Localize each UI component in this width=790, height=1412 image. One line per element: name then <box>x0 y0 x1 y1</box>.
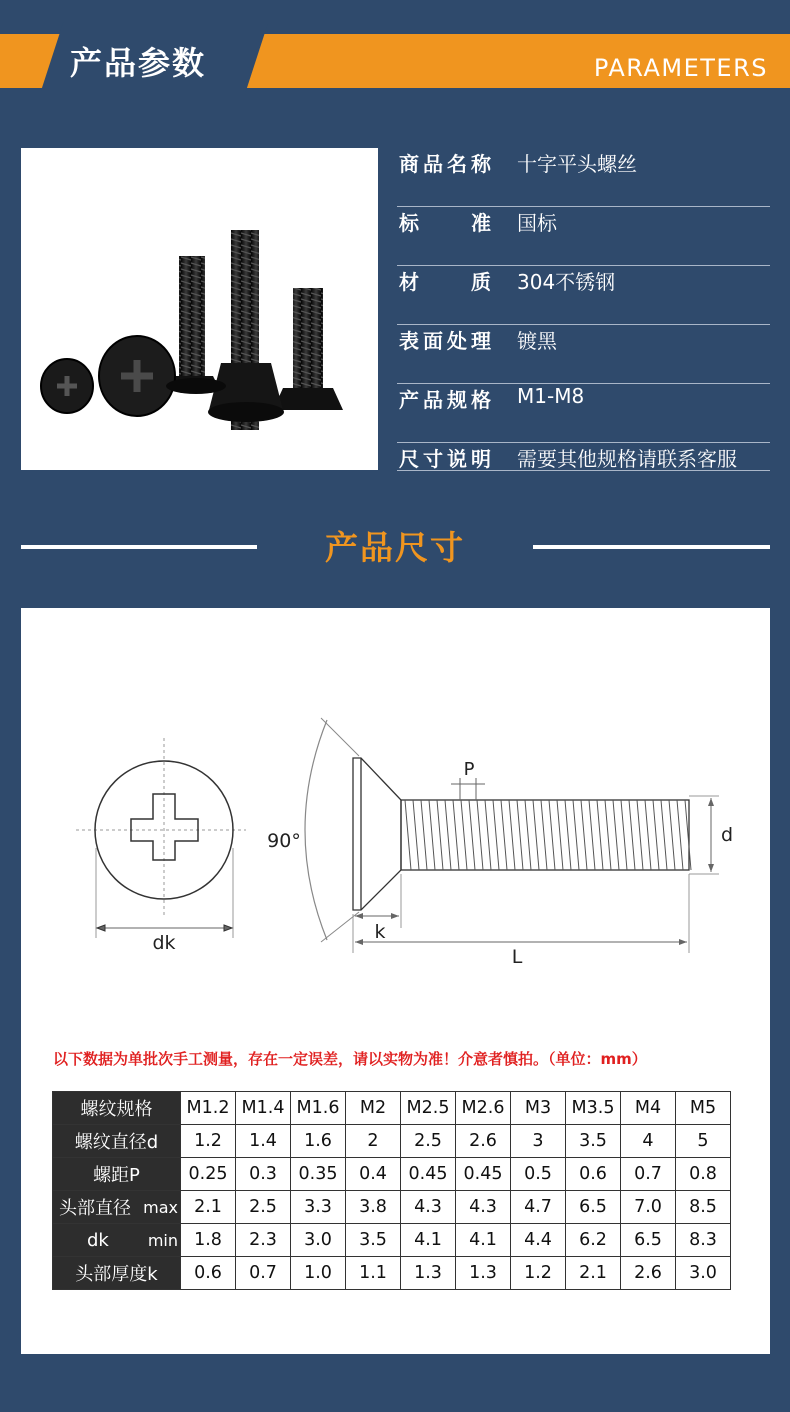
thread-line <box>581 800 587 870</box>
thread-line <box>685 800 691 870</box>
param-value: 304不锈钢 <box>517 270 616 294</box>
angle-arc <box>305 720 327 940</box>
cell: 2 <box>346 1125 401 1158</box>
cell: 4.7 <box>511 1191 566 1224</box>
param-key: 表面处理 <box>399 329 491 353</box>
thread-line <box>493 800 499 870</box>
cell: 6.5 <box>566 1191 621 1224</box>
thread-line <box>669 800 675 870</box>
cell: 0.8 <box>676 1158 731 1191</box>
thread-line <box>661 800 667 870</box>
param-row-size-note <box>397 443 770 471</box>
thread-line <box>453 800 459 870</box>
param-value: 镀黑 <box>517 329 557 353</box>
thread-line <box>605 800 611 870</box>
label-angle: 90° <box>267 830 301 852</box>
section-title: 产品尺寸 <box>325 528 465 567</box>
param-row-surface <box>397 325 770 384</box>
thread-line <box>549 800 555 870</box>
table-row-p <box>53 1158 731 1191</box>
cell: M3.5 <box>566 1092 621 1125</box>
cell: 2.1 <box>566 1257 621 1290</box>
cell: 4.4 <box>511 1224 566 1257</box>
thread-line <box>557 800 563 870</box>
param-value: 国标 <box>517 211 557 235</box>
param-key: 材质 <box>399 270 491 294</box>
cell: M1.2 <box>181 1092 236 1125</box>
cell: M1.6 <box>291 1092 346 1125</box>
cell: 3.5 <box>566 1125 621 1158</box>
cell: 0.6 <box>181 1257 236 1290</box>
cell: 2.3 <box>236 1224 291 1257</box>
cell: 3.0 <box>676 1257 731 1290</box>
row-header: 螺距P <box>53 1158 181 1191</box>
cell: 0.6 <box>566 1158 621 1191</box>
thread-line <box>485 800 491 870</box>
cell: 1.8 <box>181 1224 236 1257</box>
cell: 3.3 <box>291 1191 346 1224</box>
param-row-spec <box>397 384 770 443</box>
thread-line <box>517 800 523 870</box>
param-value: 需要其他规格请联系客服 <box>517 447 737 471</box>
param-row-material <box>397 266 770 325</box>
cell: 4.3 <box>456 1191 511 1224</box>
row-header-sub: min <box>147 1230 178 1250</box>
row-header: 头部厚度k <box>53 1257 181 1290</box>
cell: 4 <box>621 1125 676 1158</box>
param-key: 尺寸说明 <box>399 447 491 471</box>
screws-illustration <box>21 148 378 470</box>
table-row-d <box>53 1125 731 1158</box>
cell: 1.3 <box>456 1257 511 1290</box>
cell: 3.5 <box>346 1224 401 1257</box>
label-dk: dk <box>152 932 176 954</box>
row-header: 螺纹直径d <box>53 1125 181 1158</box>
cell: 8.3 <box>676 1224 731 1257</box>
cell: 1.0 <box>291 1257 346 1290</box>
cell: 6.2 <box>566 1224 621 1257</box>
thread-line <box>621 800 627 870</box>
thread-line <box>461 800 467 870</box>
cell: 1.2 <box>181 1125 236 1158</box>
screw-side-view <box>353 758 689 910</box>
thread-line <box>405 800 411 870</box>
cell: 1.2 <box>511 1257 566 1290</box>
param-row-standard <box>397 207 770 266</box>
cell: 0.5 <box>511 1158 566 1191</box>
cell: 2.5 <box>236 1191 291 1224</box>
cell: 1.3 <box>401 1257 456 1290</box>
page-title: 产品参数 <box>70 44 207 82</box>
dimension-panel <box>21 608 770 1354</box>
cell: 6.5 <box>621 1224 676 1257</box>
thread-lines <box>405 800 691 870</box>
cell: 2.5 <box>401 1125 456 1158</box>
thread-line <box>573 800 579 870</box>
cell: 0.3 <box>236 1158 291 1191</box>
cell: 2.1 <box>181 1191 236 1224</box>
thread-line <box>645 800 651 870</box>
thread-line <box>437 800 443 870</box>
cell: M5 <box>676 1092 731 1125</box>
thread-line <box>509 800 515 870</box>
param-row-name <box>397 148 770 207</box>
label-d: d <box>720 824 734 846</box>
param-key: 商品名称 <box>399 152 491 176</box>
cell: 5 <box>676 1125 731 1158</box>
thread-line <box>637 800 643 870</box>
spec-table <box>52 1091 731 1290</box>
thread-line <box>469 800 475 870</box>
cell: 7.0 <box>621 1191 676 1224</box>
thread-line <box>445 800 451 870</box>
param-value: M1-M8 <box>517 384 585 408</box>
cell: M4 <box>621 1092 676 1125</box>
cell: 0.35 <box>291 1158 346 1191</box>
thread-line <box>565 800 571 870</box>
cell: 4.1 <box>401 1224 456 1257</box>
cell: 3.8 <box>346 1191 401 1224</box>
thread-line <box>629 800 635 870</box>
page-subtitle: PARAMETERS <box>593 54 768 82</box>
thread-line <box>541 800 547 870</box>
row-header: 螺纹规格 <box>53 1092 181 1125</box>
label-l: L <box>511 946 523 968</box>
cell: 0.4 <box>346 1158 401 1191</box>
thread-line <box>597 800 603 870</box>
row-header <box>53 1224 181 1257</box>
table-row-dk-max <box>53 1191 731 1224</box>
cell: M1.4 <box>236 1092 291 1125</box>
cell: 1.1 <box>346 1257 401 1290</box>
label-k: k <box>374 921 386 943</box>
cell: M2 <box>346 1092 401 1125</box>
cell: 8.5 <box>676 1191 731 1224</box>
cell: 1.6 <box>291 1125 346 1158</box>
thread-line <box>413 800 419 870</box>
cell: M3 <box>511 1092 566 1125</box>
measurement-note: 以下数据为单批次手工测量，存在一定误差，请以实物为准！介意者慎拍。（单位：mm） <box>53 1050 647 1068</box>
cell: 4.1 <box>456 1224 511 1257</box>
thread-line <box>677 800 683 870</box>
thread-line <box>653 800 659 870</box>
thread-line <box>421 800 427 870</box>
cell: 0.45 <box>401 1158 456 1191</box>
cell: 0.7 <box>621 1158 676 1191</box>
cell: 2.6 <box>621 1257 676 1290</box>
thread-line <box>533 800 539 870</box>
dimension-diagram <box>21 608 770 1028</box>
param-key: 标准 <box>399 211 491 235</box>
cell: 0.7 <box>236 1257 291 1290</box>
thread-line <box>501 800 507 870</box>
cell: 1.4 <box>236 1125 291 1158</box>
cell: 3 <box>511 1125 566 1158</box>
thread-line <box>429 800 435 870</box>
label-p: P <box>463 759 475 780</box>
cell: M2.5 <box>401 1092 456 1125</box>
product-photo <box>21 148 378 470</box>
table-row-spec <box>53 1092 731 1125</box>
cell: 2.6 <box>456 1125 511 1158</box>
row-header-sub: max <box>143 1197 178 1217</box>
param-key: 产品规格 <box>399 388 491 412</box>
cell: 0.25 <box>181 1158 236 1191</box>
row-header-label: dk <box>87 1229 109 1251</box>
param-value: 十字平头螺丝 <box>517 152 637 176</box>
cell: 0.45 <box>456 1158 511 1191</box>
table-row-k <box>53 1257 731 1290</box>
cell: 4.3 <box>401 1191 456 1224</box>
thread-line <box>613 800 619 870</box>
table-row-dk-min <box>53 1224 731 1257</box>
thread-line <box>589 800 595 870</box>
cell: M2.6 <box>456 1092 511 1125</box>
head-top-view <box>76 738 246 938</box>
row-header <box>53 1191 181 1224</box>
row-header-label: 头部直径 <box>59 1198 131 1219</box>
angle-guide-top <box>321 718 359 756</box>
cell: 3.0 <box>291 1224 346 1257</box>
thread-line <box>477 800 483 870</box>
thread-line <box>525 800 531 870</box>
